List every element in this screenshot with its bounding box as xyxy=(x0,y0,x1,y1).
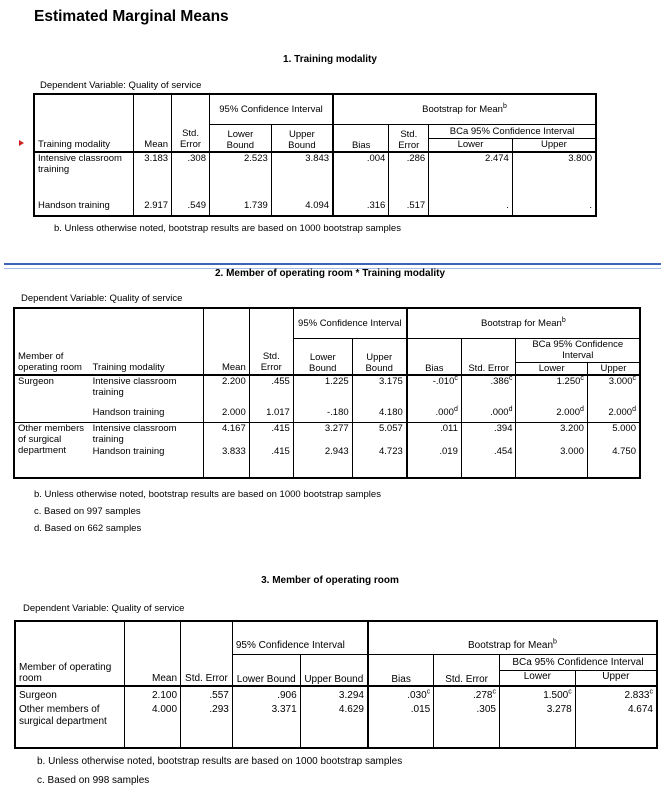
cell-value: .000 xyxy=(490,407,509,419)
header-lower-bound: Lower Bound xyxy=(293,338,352,375)
cell-bca-upper: 3.800 xyxy=(512,152,596,196)
cell-boot-std-error: .454 xyxy=(461,446,516,478)
cell-value: -.010 xyxy=(432,376,455,387)
footnote-ref: c xyxy=(426,688,431,696)
header-bca-upper: Upper xyxy=(512,138,596,152)
cell-upper-bound: 3.294 xyxy=(300,686,368,704)
cell-upper-bound: 3.843 xyxy=(271,152,333,196)
table1 xyxy=(33,93,597,217)
header-bootstrap xyxy=(368,621,657,654)
header-mean: Mean xyxy=(203,308,249,375)
cell-std-error: .415 xyxy=(249,446,293,478)
header-upper-bound: Upper Bound xyxy=(352,338,407,375)
table2 xyxy=(13,307,641,479)
footnote-ref: d xyxy=(632,406,636,414)
table3-footnote-c: c. Based on 998 samples xyxy=(37,775,150,786)
cell-boot-std-error: .286 xyxy=(389,152,429,196)
cell-std-error: 1.017 xyxy=(249,404,293,422)
header-bootstrap xyxy=(333,94,596,124)
table-row xyxy=(14,446,640,478)
cell-bca-upper: 4.750 xyxy=(587,446,640,478)
header-confidence-interval: 95% Confidence Interval xyxy=(293,308,406,338)
cell-std-error: .293 xyxy=(181,704,233,748)
cell-std-error: .415 xyxy=(249,422,293,446)
table2-title: 2. Member of operating room * Training modality xyxy=(214,268,446,279)
header-std-error: Std. Error xyxy=(172,94,210,152)
cell-lower-bound: .906 xyxy=(232,686,300,704)
cell-bca-upper: 5.000 xyxy=(587,422,640,446)
cell-boot-std-error xyxy=(461,375,516,404)
cell-lower-bound: 3.277 xyxy=(293,422,352,446)
table-row xyxy=(15,686,657,704)
cell-std-error: .549 xyxy=(172,196,210,216)
cell-value: 2.000 xyxy=(556,407,580,419)
table3-title: 3. Member of operating room xyxy=(261,575,399,586)
header-mean: Mean xyxy=(125,621,181,686)
header-bias: Bias xyxy=(368,654,434,686)
cell-bca-lower: . xyxy=(429,196,513,216)
bootstrap-label: Bootstrap for Mean xyxy=(481,317,562,329)
cell-bca-lower xyxy=(499,686,575,704)
row-label: Other members of surgical department xyxy=(19,704,107,727)
cell-bias xyxy=(368,686,434,704)
table-row xyxy=(34,196,596,216)
table-row xyxy=(14,375,640,404)
cell-bca-lower: 3.278 xyxy=(499,704,575,748)
footnote-ref: b xyxy=(553,638,557,646)
cell-bias: .019 xyxy=(407,446,462,478)
cell-mean: 3.833 xyxy=(203,446,249,478)
group-label: Other members of surgical department xyxy=(14,422,90,478)
header-bca-lower: Lower xyxy=(516,362,587,375)
row-label: Surgeon xyxy=(19,690,57,701)
row-label: Handson training xyxy=(38,200,110,211)
cell-bias xyxy=(407,375,462,404)
cell-value: .030 xyxy=(407,690,427,701)
header-lower-bound: Lower Bound xyxy=(232,654,300,686)
cell-bca-lower: 2.474 xyxy=(429,152,513,196)
table2-footnote-c: c. Based on 997 samples xyxy=(34,506,141,517)
cell-lower-bound: 1.225 xyxy=(293,375,352,404)
cell-boot-std-error xyxy=(461,404,516,422)
footnote-ref: c xyxy=(454,374,458,382)
cell-bca-upper xyxy=(587,375,640,404)
bootstrap-label: Bootstrap for Mean xyxy=(468,639,554,651)
header-bca-lower: Lower xyxy=(429,138,513,152)
cell-mean: 2.917 xyxy=(134,196,172,216)
header-confidence-interval: 95% Confidence Interval xyxy=(209,94,333,124)
row-label: Intensive classroom training xyxy=(90,422,203,446)
cell-bca-lower: 3.200 xyxy=(516,422,587,446)
cell-bca-lower xyxy=(516,404,587,422)
header-training-modality: Training modality xyxy=(90,308,203,375)
header-bca-interval: BCa 95% Confidence Interval xyxy=(499,654,657,670)
cell-upper-bound: 5.057 xyxy=(352,422,407,446)
row-label: Handson training xyxy=(90,404,203,422)
cell-bias: .004 xyxy=(333,152,389,196)
cell-value: .278 xyxy=(473,690,493,701)
header-bca-upper: Upper xyxy=(587,362,640,375)
header-boot-std-error: Std. Error xyxy=(461,338,516,375)
cell-mean: 2.200 xyxy=(203,375,249,404)
cell-lower-bound: 1.739 xyxy=(209,196,271,216)
header-bca-interval: BCa 95% Confidence Interval xyxy=(516,338,640,362)
cell-mean: 3.183 xyxy=(134,152,172,196)
row-label: Handson training xyxy=(92,446,165,457)
table1-footnote-b: b. Unless otherwise noted, bootstrap results are based on 1000 bootstrap samples xyxy=(54,223,401,234)
row-label: Intensive classroom training xyxy=(92,376,177,398)
cell-boot-std-error: .394 xyxy=(461,422,516,446)
header-std-error: Std. Error xyxy=(249,308,293,375)
footnote-ref: d xyxy=(508,406,513,414)
header-bca-lower: Lower xyxy=(499,670,575,686)
footnote-ref: c xyxy=(568,688,572,696)
footnote-ref: d xyxy=(453,406,458,414)
row-label: Intensive classroom training xyxy=(38,153,122,175)
table-row xyxy=(14,404,640,422)
header-upper-bound: Upper Bound xyxy=(271,124,333,152)
table3-dependent-variable: Dependent Variable: Quality of service xyxy=(23,603,185,614)
header-confidence-interval: 95% Confidence Interval xyxy=(232,621,368,654)
footnote-ref: d xyxy=(580,406,584,414)
cell-bias: .316 xyxy=(333,196,389,216)
footnote-ref: c xyxy=(649,688,653,696)
cell-bca-upper: 4.674 xyxy=(575,704,657,748)
cell-value: 1.500 xyxy=(543,690,569,701)
header-upper-bound: Upper Bound xyxy=(300,654,368,686)
header-member-of-operating-room: Member of operating room xyxy=(14,308,90,375)
cell-bias xyxy=(407,404,462,422)
cell-value: 2.000 xyxy=(608,407,633,419)
header-boot-std-error: Std. Error xyxy=(434,654,500,686)
header-bca-interval: BCa 95% Confidence Interval xyxy=(429,124,596,138)
cell-value: 3.000 xyxy=(608,376,633,387)
table-row xyxy=(34,152,596,196)
bootstrap-label: Bootstrap for Mean xyxy=(422,103,503,115)
cell-upper-bound: 4.094 xyxy=(271,196,333,216)
header-training-modality: Training modality xyxy=(34,94,134,152)
header-lower-bound: Lower Bound xyxy=(209,124,271,152)
footnote-ref: c xyxy=(492,688,496,696)
cell-value: 1.250 xyxy=(556,376,581,387)
cell-bca-upper: . xyxy=(512,196,596,216)
cell-upper-bound: 3.175 xyxy=(352,375,407,404)
header-bootstrap xyxy=(407,308,640,338)
cell-lower-bound: 2.943 xyxy=(293,446,352,478)
header-bias: Bias xyxy=(407,338,462,375)
cell-upper-bound: 4.629 xyxy=(300,704,368,748)
cell-value: 2.833 xyxy=(624,690,650,701)
footnote-ref: c xyxy=(508,374,513,382)
row-marker-icon xyxy=(19,140,24,146)
cell-lower-bound: 3.371 xyxy=(232,704,300,748)
table-row xyxy=(14,422,640,446)
table2-dependent-variable: Dependent Variable: Quality of service xyxy=(21,293,183,304)
cell-bca-lower: 3.000 xyxy=(516,446,587,478)
footnote-ref: b xyxy=(561,316,566,324)
cell-std-error: .308 xyxy=(172,152,210,196)
table3-footnote-b: b. Unless otherwise noted, bootstrap results are based on 1000 bootstrap samples xyxy=(37,756,403,767)
group-label: Surgeon xyxy=(18,376,54,387)
page-title: Estimated Marginal Means xyxy=(34,8,229,25)
cell-std-error: .557 xyxy=(181,686,233,704)
cell-std-error: .455 xyxy=(249,375,293,404)
footnote-ref: c xyxy=(580,374,584,382)
cell-boot-std-error: .305 xyxy=(434,704,500,748)
cell-mean: 4.000 xyxy=(125,704,181,748)
header-bca-upper: Upper xyxy=(575,670,657,686)
cell-lower-bound: 2.523 xyxy=(209,152,271,196)
header-bias: Bias xyxy=(333,124,389,152)
table-row xyxy=(15,704,657,748)
cell-value: .386 xyxy=(490,376,509,387)
header-boot-std-error: Std. Error xyxy=(389,124,429,152)
cell-bca-upper xyxy=(575,686,657,704)
cell-upper-bound: 4.723 xyxy=(352,446,407,478)
cell-bias: .011 xyxy=(407,422,462,446)
cell-upper-bound: 4.180 xyxy=(352,404,407,422)
cell-mean: 2.100 xyxy=(125,686,181,704)
cell-bca-lower xyxy=(516,375,587,404)
cell-lower-bound: -.180 xyxy=(293,404,352,422)
cell-boot-std-error xyxy=(434,686,500,704)
header-member-of-operating-room: Member of operating room xyxy=(15,621,125,686)
cell-value: .000 xyxy=(435,407,454,419)
header-mean: Mean xyxy=(134,94,172,152)
cell-boot-std-error: .517 xyxy=(389,196,429,216)
table2-footnote-d: d. Based on 662 samples xyxy=(34,523,142,534)
header-std-error: Std. Error xyxy=(181,621,233,686)
cell-mean: 4.167 xyxy=(203,422,249,446)
footnote-ref: b xyxy=(502,102,507,110)
table2-footnote-b: b. Unless otherwise noted, bootstrap results are based on 1000 bootstrap samples xyxy=(34,489,381,500)
table1-title: 1. Training modality xyxy=(283,54,377,65)
footnote-ref: c xyxy=(632,374,636,382)
cell-mean: 2.000 xyxy=(203,404,249,422)
cell-bias: .015 xyxy=(368,704,434,748)
table3 xyxy=(14,620,658,749)
table1-dependent-variable: Dependent Variable: Quality of service xyxy=(40,80,202,91)
cell-bca-upper xyxy=(587,404,640,422)
